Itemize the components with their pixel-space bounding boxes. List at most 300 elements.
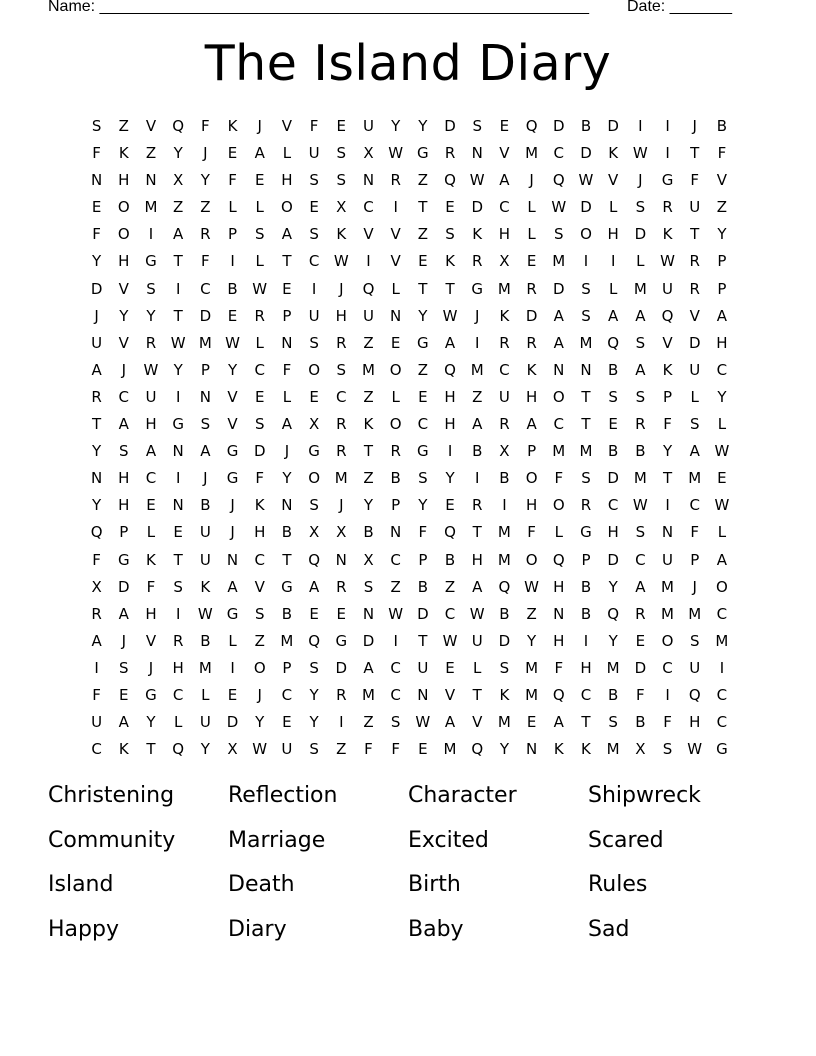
- grid-letter: Q: [444, 360, 456, 379]
- word-list-item: Birth: [408, 872, 461, 897]
- grid-letter: S: [635, 387, 646, 406]
- grid-letter: M: [443, 740, 457, 759]
- grid-letter: W: [714, 442, 730, 461]
- grid-letter: N: [281, 333, 293, 352]
- grid-letter: T: [690, 225, 700, 244]
- grid-letter: V: [227, 387, 238, 406]
- grid-letter: P: [119, 523, 129, 542]
- grid-letter: K: [118, 144, 129, 163]
- grid-letter: S: [254, 604, 265, 623]
- grid-letter: N: [362, 171, 375, 190]
- grid-letter: W: [524, 577, 540, 596]
- grid-letter: U: [689, 360, 701, 379]
- grid-letter: M: [661, 577, 674, 596]
- grid-letter: M: [361, 360, 375, 379]
- grid-letter: J: [692, 577, 697, 596]
- grid-letter: V: [118, 333, 129, 352]
- grid-letter: E: [499, 117, 510, 135]
- grid-letter: M: [497, 523, 511, 542]
- grid-letter: K: [227, 117, 238, 135]
- grid-letter: I: [311, 279, 317, 298]
- grid-letter: V: [118, 279, 129, 298]
- grid-letter: F: [92, 144, 101, 163]
- grid-letter: L: [636, 252, 645, 271]
- grid-letter: J: [121, 360, 126, 379]
- grid-letter: N: [90, 171, 103, 190]
- grid-letter: K: [581, 740, 591, 759]
- grid-letter: V: [662, 333, 673, 352]
- grid-letter: K: [608, 144, 619, 163]
- word-list: [48, 779, 768, 957]
- grid-letter: Q: [688, 685, 701, 704]
- grid-letter: P: [200, 360, 210, 379]
- grid-letter: F: [201, 252, 210, 271]
- grid-letter: Z: [173, 198, 184, 217]
- grid-letter: W: [252, 740, 268, 759]
- grid-letter: V: [472, 713, 483, 732]
- grid-letter: Z: [716, 198, 728, 217]
- grid-letter: Y: [92, 496, 102, 515]
- grid-letter: Q: [444, 523, 456, 542]
- grid-letter: L: [173, 713, 183, 732]
- grid-letter: T: [173, 306, 183, 325]
- grid-letter: A: [118, 713, 129, 732]
- grid-letter: R: [254, 306, 265, 325]
- grid-letter: K: [472, 225, 483, 244]
- grid-letter: G: [145, 252, 157, 271]
- word-list-item: Death: [228, 872, 295, 897]
- grid-letter: R: [499, 415, 510, 434]
- grid-letter: C: [662, 658, 673, 677]
- grid-letter: M: [552, 252, 566, 271]
- grid-letter: X: [91, 577, 102, 596]
- grid-letter: O: [580, 225, 592, 244]
- grid-letter: X: [308, 415, 320, 434]
- grid-letter: H: [281, 171, 293, 190]
- grid-letter: S: [91, 117, 102, 135]
- grid-letter: U: [308, 306, 320, 325]
- grid-letter: S: [119, 658, 129, 677]
- grid-letter: E: [309, 604, 319, 623]
- grid-letter: H: [118, 171, 130, 190]
- grid-letter: Y: [255, 713, 265, 732]
- grid-letter: C: [363, 198, 374, 217]
- grid-letter: S: [554, 225, 564, 244]
- grid-letter: P: [581, 550, 591, 569]
- grid-letter: D: [335, 658, 348, 677]
- grid-letter: F: [690, 523, 700, 542]
- grid-letter: K: [499, 306, 510, 325]
- grid-letter: A: [200, 442, 211, 461]
- grid-letter: W: [143, 360, 159, 379]
- grid-letter: V: [390, 252, 401, 271]
- grid-letter: Q: [471, 740, 484, 759]
- grid-letter: I: [393, 631, 398, 650]
- grid-letter: A: [118, 415, 129, 434]
- grid-letter: D: [634, 658, 647, 677]
- grid-letter: E: [445, 198, 455, 217]
- grid-letter: E: [146, 496, 156, 515]
- grid-letter: A: [91, 631, 102, 650]
- grid-letter: I: [339, 713, 344, 732]
- grid-letter: S: [254, 415, 265, 434]
- grid-letter: R: [390, 171, 401, 190]
- grid-letter: P: [717, 279, 727, 298]
- grid-letter: R: [526, 333, 537, 352]
- grid-letter: A: [281, 225, 293, 244]
- grid-letter: J: [284, 442, 290, 461]
- grid-letter: S: [309, 225, 319, 244]
- grid-letter: A: [118, 604, 129, 623]
- grid-letter: U: [662, 279, 674, 298]
- grid-letter: T: [581, 713, 591, 732]
- grid-letter: Y: [92, 442, 102, 461]
- grid-letter: C: [716, 685, 728, 704]
- grid-letter: X: [363, 550, 374, 569]
- grid-letter: M: [525, 685, 539, 704]
- grid-letter: M: [606, 740, 620, 759]
- grid-letter: U: [145, 387, 157, 406]
- grid-letter: Y: [92, 252, 102, 271]
- grid-letter: C: [499, 198, 510, 217]
- grid-letter: Y: [662, 442, 673, 461]
- word-list-item: Community: [48, 827, 176, 853]
- grid-letter: E: [119, 685, 129, 704]
- grid-letter: N: [553, 360, 565, 379]
- grid-letter: F: [391, 740, 400, 759]
- grid-letter: N: [362, 604, 375, 623]
- grid-letter: Y: [527, 631, 537, 650]
- grid-letter: C: [553, 415, 565, 434]
- grid-letter: D: [199, 306, 212, 325]
- grid-letter: Y: [717, 387, 727, 406]
- grid-letter: Y: [119, 306, 129, 325]
- grid-letter: B: [472, 442, 483, 461]
- grid-letter: C: [716, 713, 728, 732]
- grid-letter: H: [254, 523, 266, 542]
- grid-letter: G: [226, 442, 239, 461]
- grid-letter: T: [472, 685, 482, 704]
- grid-letter: C: [390, 550, 401, 569]
- grid-letter: F: [717, 144, 727, 163]
- word-list-item: Reflection: [228, 783, 338, 808]
- word-list-item: Diary: [228, 916, 287, 942]
- grid-letter: L: [255, 252, 264, 271]
- grid-letter: R: [472, 252, 483, 271]
- grid-letter: B: [363, 523, 374, 542]
- grid-letter: I: [230, 252, 235, 271]
- grid-letter: W: [578, 171, 594, 190]
- grid-letter: Q: [498, 577, 511, 596]
- grid-letter: E: [608, 415, 618, 434]
- grid-letter: Y: [146, 713, 156, 732]
- grid-letter: B: [608, 685, 619, 704]
- grid-letter: A: [553, 713, 564, 732]
- grid-letter: R: [662, 198, 673, 217]
- grid-letter: A: [444, 713, 456, 732]
- grid-letter: B: [417, 577, 428, 596]
- grid-letter: M: [497, 279, 511, 298]
- grid-letter: W: [388, 144, 404, 163]
- grid-letter: K: [445, 252, 455, 271]
- grid-letter: A: [444, 333, 456, 352]
- grid-letter: A: [716, 306, 728, 325]
- worksheet-header: [48, 0, 748, 20]
- grid-letter: V: [390, 225, 401, 244]
- grid-letter: Z: [363, 333, 374, 352]
- grid-letter: W: [252, 279, 268, 298]
- grid-letter: D: [580, 144, 592, 163]
- grid-letter: C: [91, 740, 102, 759]
- grid-letter: Y: [363, 496, 374, 515]
- grid-letter: A: [472, 415, 483, 434]
- grid-letter: P: [282, 306, 292, 325]
- grid-letter: J: [638, 171, 643, 190]
- grid-letter: S: [472, 117, 482, 135]
- grid-letter: C: [281, 685, 293, 704]
- grid-letter: O: [525, 469, 538, 488]
- grid-letter: K: [118, 740, 129, 759]
- grid-letter: U: [471, 631, 483, 650]
- grid-letter: W: [632, 144, 648, 163]
- grid-letter: V: [608, 171, 619, 190]
- grid-letter: T: [363, 442, 374, 461]
- grid-letter: D: [553, 117, 565, 135]
- grid-letter: M: [334, 469, 348, 488]
- word-search-grid: [83, 113, 736, 763]
- grid-letter: K: [336, 225, 347, 244]
- grid-letter: Y: [146, 306, 156, 325]
- grid-letter: D: [471, 198, 483, 217]
- grid-letter: T: [662, 469, 673, 488]
- grid-letter: C: [716, 360, 728, 379]
- grid-letter: P: [527, 442, 537, 461]
- grid-letter: I: [366, 252, 371, 271]
- grid-letter: U: [281, 740, 293, 759]
- grid-letter: Z: [254, 631, 265, 650]
- grid-letter: Y: [418, 306, 428, 325]
- grid-letter: Q: [362, 279, 375, 298]
- grid-letter: R: [172, 631, 184, 650]
- grid-letter: T: [445, 279, 455, 298]
- grid-letter: U: [199, 523, 211, 542]
- grid-letter: Z: [417, 225, 428, 244]
- grid-letter: E: [254, 387, 265, 406]
- grid-letter: Y: [499, 740, 509, 759]
- grid-letter: E: [91, 198, 102, 217]
- grid-letter: S: [445, 225, 455, 244]
- grid-letter: T: [282, 252, 292, 271]
- grid-letter: W: [469, 171, 485, 190]
- grid-letter: I: [638, 117, 643, 135]
- grid-letter: U: [689, 198, 701, 217]
- grid-letter: S: [336, 171, 347, 190]
- grid-letter: S: [689, 415, 700, 434]
- grid-letter: V: [227, 415, 238, 434]
- grid-letter: M: [688, 604, 702, 623]
- grid-letter: K: [662, 360, 673, 379]
- word-list-item: Happy: [48, 916, 119, 942]
- grid-letter: G: [471, 279, 484, 298]
- grid-letter: Z: [200, 198, 211, 217]
- grid-letter: W: [714, 496, 730, 515]
- grid-letter: C: [145, 469, 157, 488]
- word-list-item: Character: [408, 783, 517, 808]
- grid-letter: M: [633, 279, 647, 298]
- grid-letter: O: [308, 469, 320, 488]
- grid-letter: S: [608, 713, 618, 732]
- grid-letter: D: [634, 225, 647, 244]
- grid-letter: S: [254, 225, 265, 244]
- grid-letter: P: [690, 550, 700, 569]
- grid-letter: I: [475, 469, 480, 488]
- grid-letter: M: [497, 550, 511, 569]
- grid-letter: Q: [607, 604, 620, 623]
- grid-letter: L: [608, 198, 618, 217]
- grid-letter: O: [661, 631, 674, 650]
- grid-letter: A: [499, 171, 510, 190]
- grid-letter: Y: [445, 469, 455, 488]
- grid-letter: O: [281, 198, 293, 217]
- grid-letter: H: [145, 415, 157, 434]
- grid-letter: N: [580, 360, 592, 379]
- grid-letter: N: [661, 523, 674, 542]
- grid-letter: E: [445, 658, 455, 677]
- grid-letter: J: [257, 685, 262, 704]
- grid-letter: J: [529, 171, 534, 190]
- grid-letter: H: [118, 469, 130, 488]
- grid-letter: V: [689, 306, 700, 325]
- grid-letter: D: [607, 469, 619, 488]
- grid-letter: Z: [472, 387, 483, 406]
- grid-letter: C: [716, 604, 728, 623]
- grid-letter: V: [254, 577, 265, 596]
- grid-letter: O: [716, 577, 728, 596]
- grid-letter: X: [499, 442, 510, 461]
- grid-letter: S: [581, 279, 591, 298]
- grid-letter: S: [581, 306, 591, 325]
- grid-letter: S: [200, 415, 211, 434]
- grid-letter: F: [255, 469, 265, 488]
- grid-letter: H: [607, 225, 619, 244]
- grid-letter: O: [253, 658, 266, 677]
- grid-letter: R: [145, 333, 157, 352]
- grid-letter: U: [498, 387, 510, 406]
- grid-letter: L: [201, 685, 210, 704]
- grid-letter: K: [146, 550, 156, 569]
- grid-letter: F: [690, 171, 700, 190]
- grid-letter: J: [475, 306, 480, 325]
- grid-letter: M: [579, 333, 593, 352]
- grid-letter: J: [148, 658, 154, 677]
- grid-letter: I: [665, 117, 670, 135]
- word-list-item: Shipwreck: [588, 783, 701, 808]
- grid-letter: Y: [309, 685, 319, 704]
- grid-letter: D: [525, 306, 538, 325]
- grid-letter: L: [282, 144, 292, 163]
- grid-letter: H: [145, 604, 157, 623]
- grid-letter: I: [175, 604, 181, 623]
- grid-letter: A: [227, 577, 238, 596]
- grid-letter: R: [91, 604, 102, 623]
- grid-letter: G: [335, 631, 348, 650]
- grid-letter: Z: [390, 577, 401, 596]
- grid-letter: S: [390, 713, 401, 732]
- grid-letter: U: [417, 658, 429, 677]
- word-list-item: Sad: [588, 916, 630, 942]
- grid-letter: P: [418, 550, 428, 569]
- grid-letter: E: [336, 604, 347, 623]
- grid-letter: M: [525, 658, 539, 677]
- grid-letter: G: [417, 144, 429, 163]
- grid-letter: R: [336, 577, 347, 596]
- grid-letter: E: [717, 469, 727, 488]
- grid-letter: E: [173, 523, 183, 542]
- word-list-item: Baby: [408, 916, 464, 942]
- grid-letter: J: [203, 469, 208, 488]
- grid-letter: S: [309, 658, 319, 677]
- grid-letter: N: [525, 740, 538, 759]
- grid-letter: I: [502, 496, 507, 515]
- grid-letter: S: [119, 442, 129, 461]
- grid-letter: Q: [172, 117, 185, 135]
- grid-letter: Q: [607, 333, 620, 352]
- grid-letter: Q: [552, 550, 565, 569]
- grid-letter: W: [660, 252, 675, 271]
- grid-letter: P: [282, 658, 292, 677]
- grid-letter: V: [281, 117, 293, 135]
- grid-letter: Y: [391, 117, 401, 135]
- grid-letter: L: [473, 658, 482, 677]
- grid-letter: Z: [417, 360, 428, 379]
- grid-letter: D: [90, 279, 103, 298]
- grid-letter: B: [635, 442, 646, 461]
- grid-letter: A: [635, 577, 646, 596]
- grid-letter: C: [390, 685, 401, 704]
- grid-letter: S: [581, 469, 591, 488]
- grid-letter: I: [665, 496, 670, 515]
- grid-letter: M: [198, 658, 212, 677]
- grid-letter: R: [336, 442, 347, 461]
- grid-letter: B: [580, 577, 592, 596]
- grid-letter: I: [94, 658, 99, 677]
- grid-letter: I: [447, 442, 453, 461]
- grid-letter: C: [200, 279, 211, 298]
- grid-letter: A: [472, 577, 483, 596]
- grid-letter: U: [362, 117, 374, 135]
- grid-letter: I: [175, 387, 181, 406]
- grid-letter: N: [226, 550, 239, 569]
- grid-letter: B: [200, 631, 211, 650]
- grid-letter: N: [172, 442, 184, 461]
- grid-letter: M: [525, 144, 539, 163]
- grid-letter: B: [499, 604, 510, 623]
- grid-letter: U: [91, 333, 103, 352]
- grid-letter: Z: [145, 144, 157, 163]
- grid-letter: S: [635, 523, 646, 542]
- grid-letter: S: [635, 333, 646, 352]
- grid-letter: N: [172, 496, 184, 515]
- grid-letter: M: [579, 442, 593, 461]
- grid-letter: H: [553, 577, 565, 596]
- grid-letter: M: [144, 198, 158, 217]
- grid-letter: M: [661, 604, 674, 623]
- grid-letter: G: [145, 685, 157, 704]
- grid-letter: W: [551, 198, 567, 217]
- grid-letter: W: [388, 604, 404, 623]
- grid-letter: T: [92, 415, 102, 434]
- grid-letter: M: [715, 631, 729, 650]
